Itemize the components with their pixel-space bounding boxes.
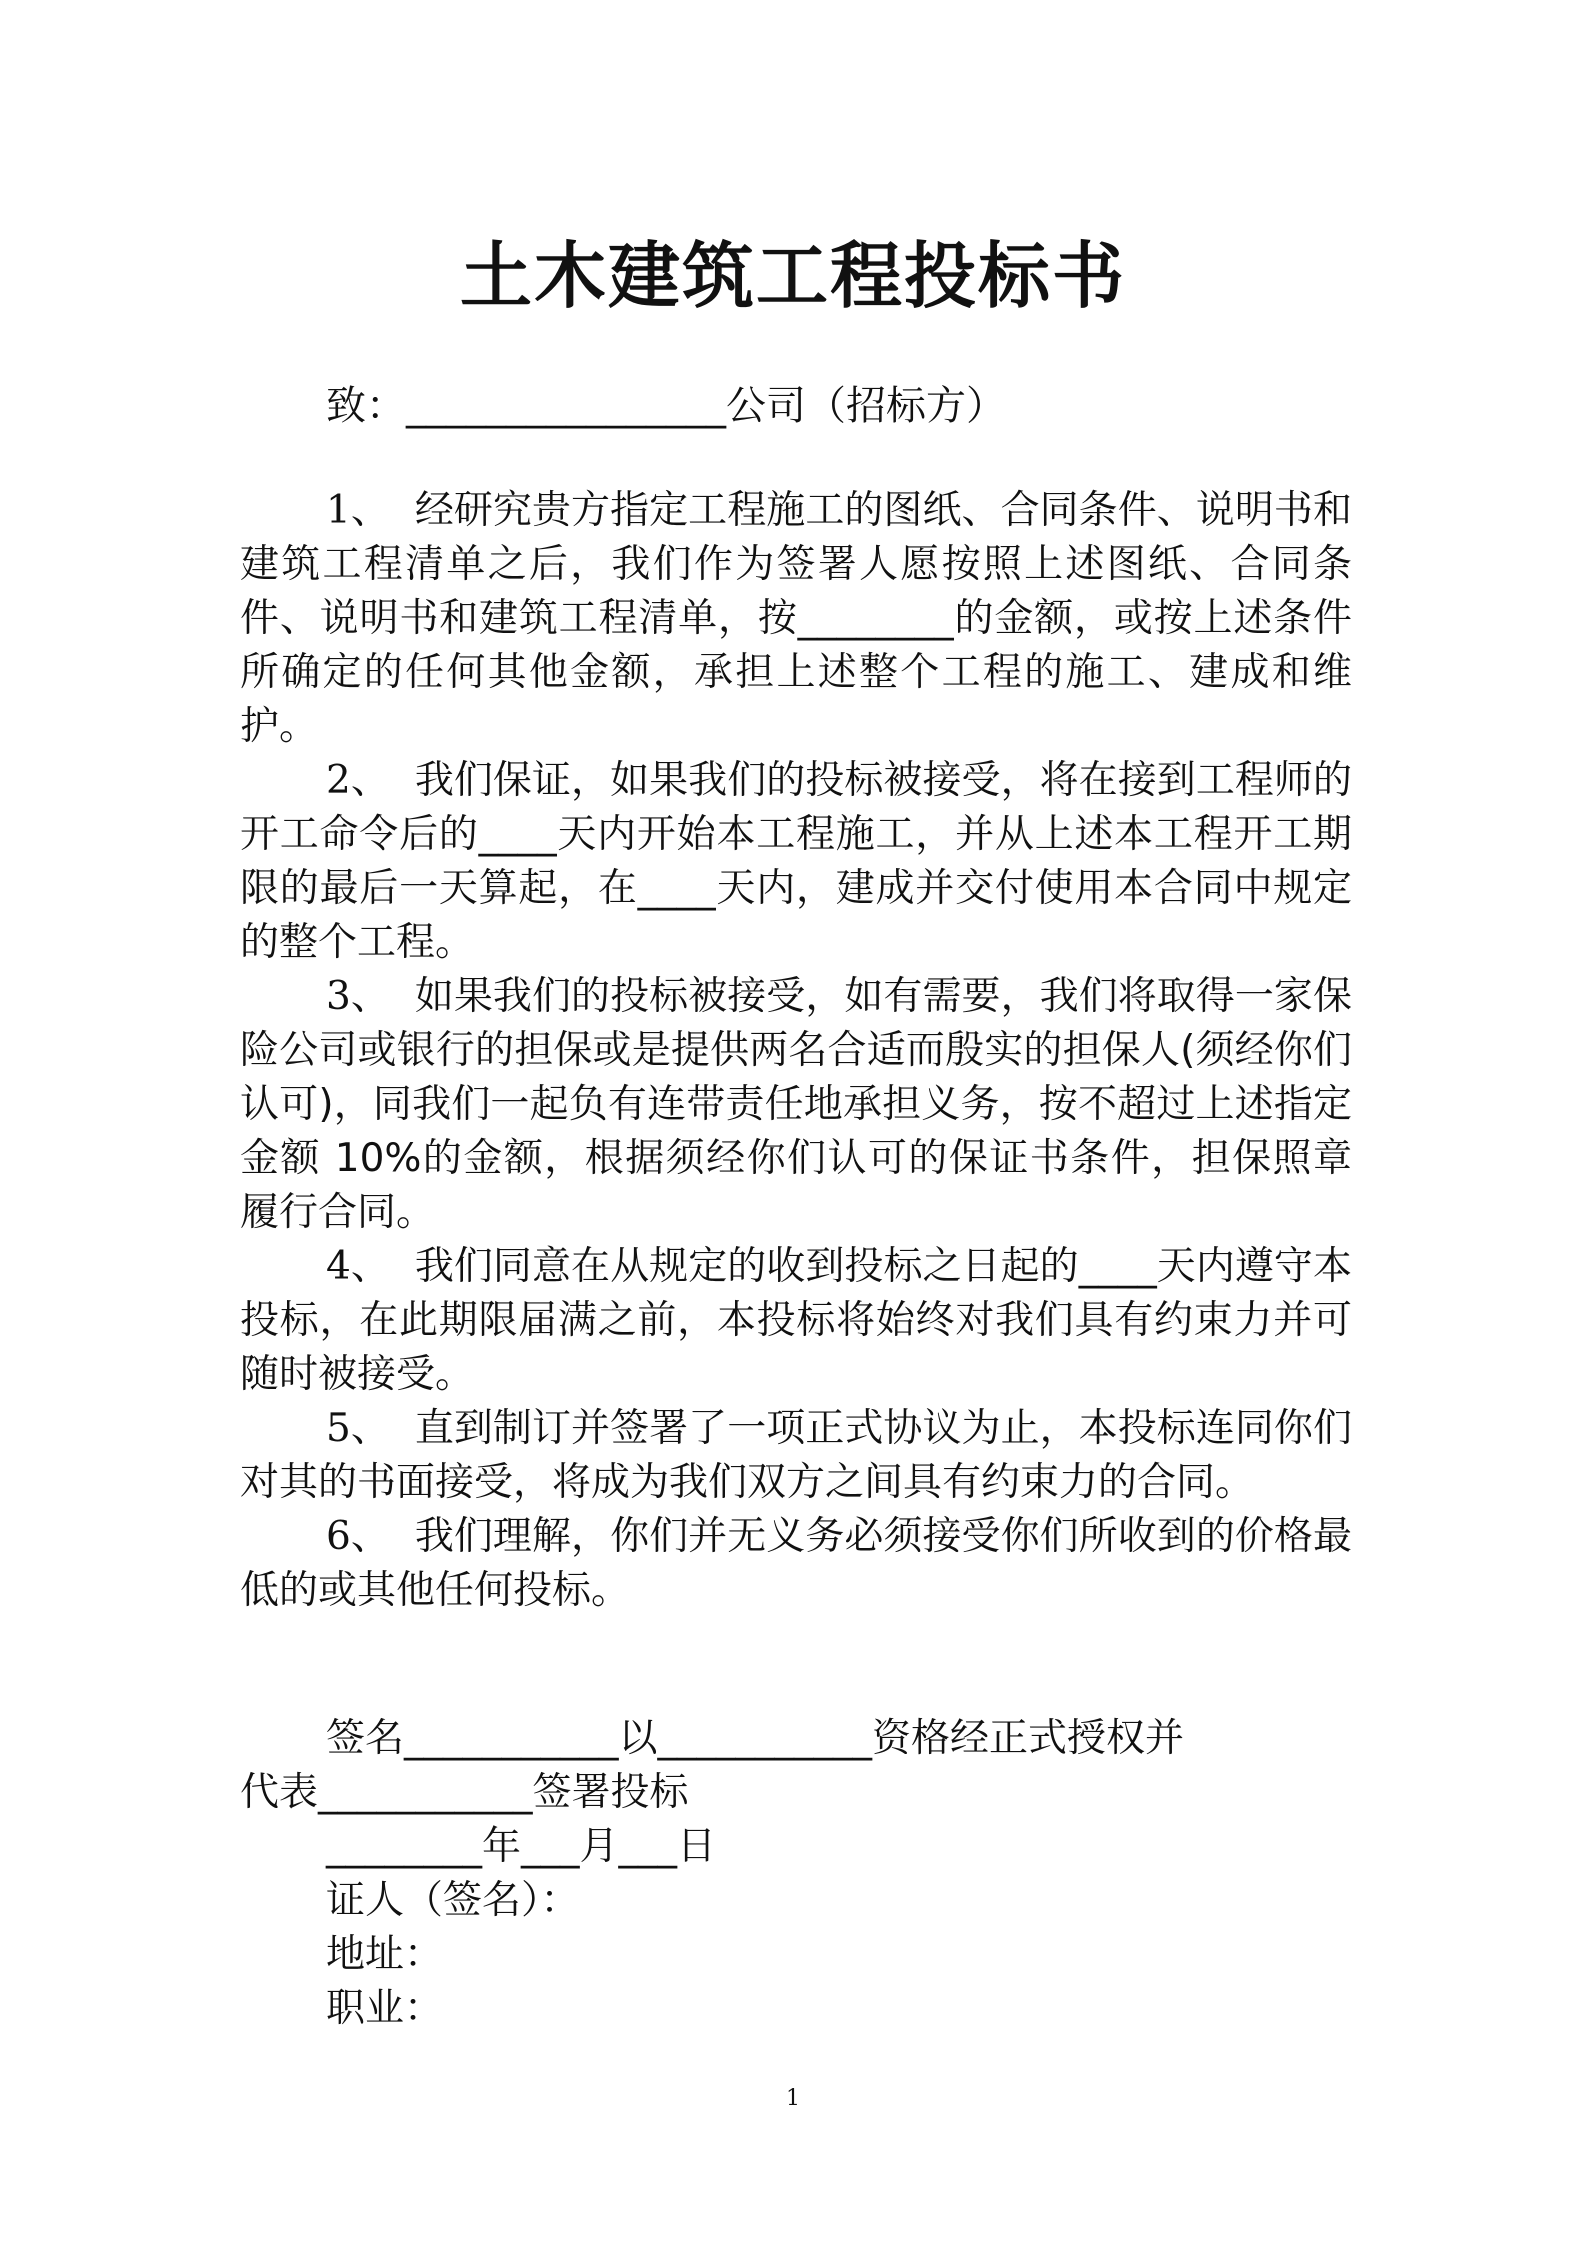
signature-line: 签名___________以___________资格经正式授权并	[326, 1716, 1185, 1761]
clause-text: 我们理解，你们并无义务必须接受你们所收到的价格最低的或其他任何投标。	[240, 1514, 1352, 1613]
clause-number: 1、	[326, 488, 390, 533]
page-number: 1	[786, 2086, 800, 2111]
clause-spacer	[390, 1514, 415, 1559]
addressee-line: 致：________________公司（招标方）	[326, 383, 1006, 429]
clause-spacer	[390, 1406, 415, 1451]
signature-section	[240, 1712, 1352, 2036]
occupation-line: 职业：	[326, 1986, 444, 2031]
clause-2	[240, 754, 1352, 970]
clause-1	[240, 484, 1352, 754]
clause-number: 6、	[326, 1514, 390, 1559]
clause-text: 我们同意在从规定的收到投标之日起的____天内遵守本投标，在此期限届满之前，本投标将始终对我们具有约束力并可随时被接受。	[240, 1244, 1352, 1397]
clause-text: 如果我们的投标被接受，如有需要，我们将取得一家保险公司或银行的担保或是提供两名合适而殷实的担保人(须经你们认可)，同我们一起负有连带责任地承担义务，按不超过上述指定金额 10%的金额，根据须经你们认可的保证书条件，担保照章履行合同。	[240, 974, 1352, 1235]
clause-text: 经研究贵方指定工程施工的图纸、合同条件、说明书和建筑工程清单之后，我们作为签署人愿按照上述图纸、合同条件、说明书和建筑工程清单，按________的金额，或按上述条件所确定的任何其他金额，承担上述整个工程的施工、建成和维护。	[240, 488, 1352, 749]
clause-5	[240, 1402, 1352, 1510]
clause-text: 我们保证，如果我们的投标被接受，将在接到工程师的开工命令后的____天内开始本工程施工，并从上述本工程开工期限的最后一天算起，在____天内，建成并交付使用本合同中规定的整个工程。	[240, 758, 1352, 965]
representation-line: 代表___________签署投标	[240, 1770, 689, 1815]
address-line: 地址：	[326, 1932, 444, 1977]
clause-number: 2、	[326, 758, 390, 803]
clause-6	[240, 1510, 1352, 1618]
witness-line: 证人（签名）：	[326, 1878, 580, 1923]
clause-number: 4、	[326, 1244, 390, 1289]
clause-spacer	[390, 758, 415, 803]
clause-spacer	[390, 488, 415, 533]
clause-text: 直到制订并签署了一项正式协议为止，本投标连同你们对其的书面接受，将成为我们双方之间具有约束力的合同。	[240, 1406, 1352, 1505]
clause-spacer	[390, 974, 415, 1019]
clause-number: 3、	[326, 974, 390, 1019]
clauses-section	[240, 484, 1352, 1618]
date-line: ________年___月___日	[326, 1824, 717, 1869]
clause-spacer	[390, 1244, 415, 1289]
clause-4	[240, 1240, 1352, 1402]
document-title: 土木建筑工程投标书	[459, 234, 1126, 318]
clause-number: 5、	[326, 1406, 390, 1451]
clause-3	[240, 970, 1352, 1240]
